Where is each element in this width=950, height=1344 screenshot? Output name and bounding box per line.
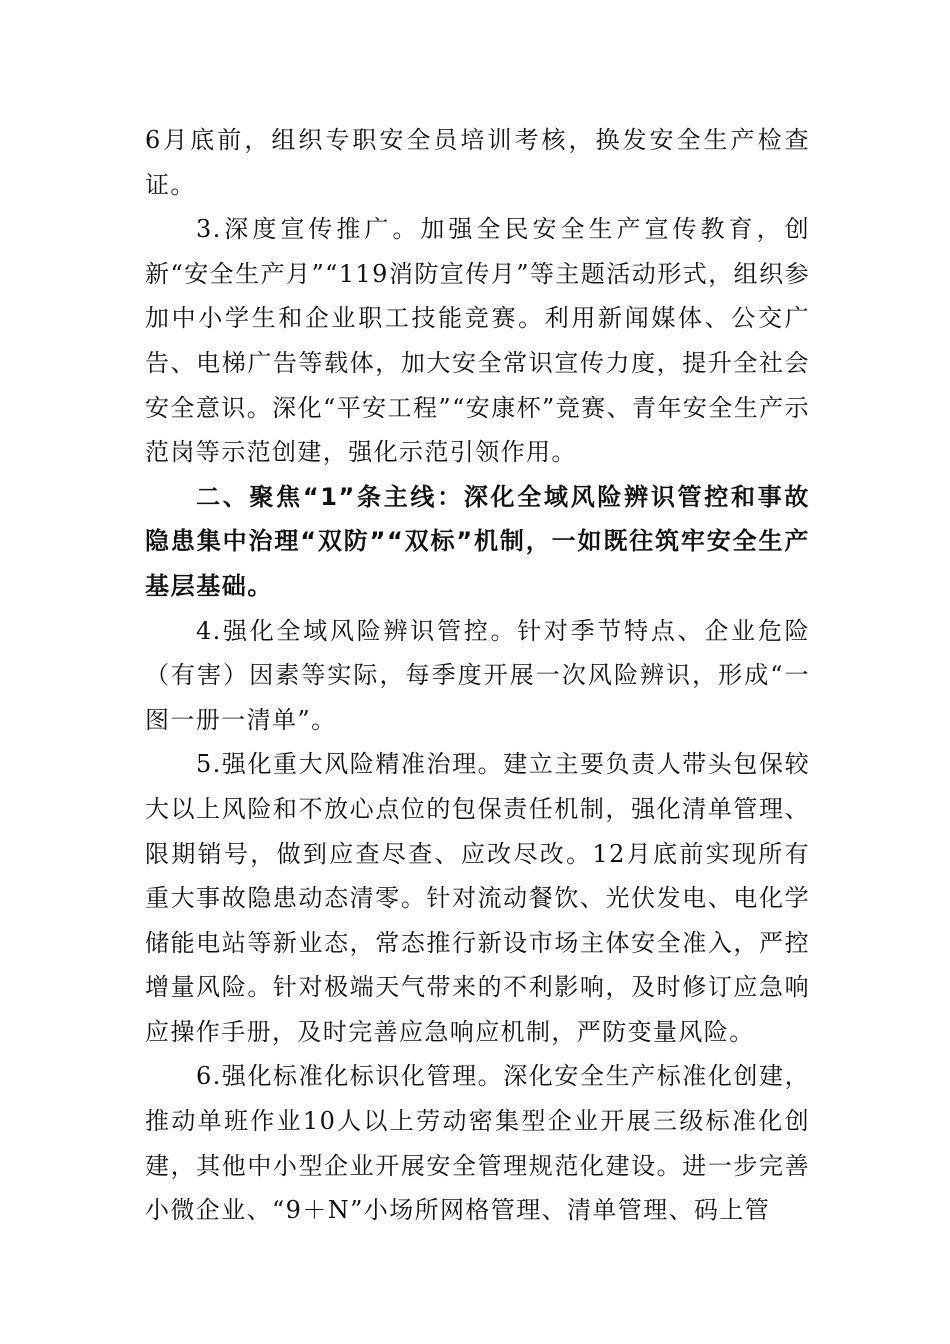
section-heading-2: 二、聚焦“1”条主线：深化全域风险辨识管控和事故隐患集中治理“双防”“双标”机制，一如既往筑牢安全生产基层基础。 — [145, 482, 810, 600]
paragraph-item-4: 4.强化全域风险辨识管控。针对季节特点、企业危险（有害）因素等实际，每季度开展一次风险辨识，形成“一图一册一清单”。 — [145, 616, 810, 734]
paragraph-item-6: 6.强化标准化标识化管理。深化安全生产标准化创建，推动单班作业10人以上劳动密集型企业开展三级标准化创建，其他中小型企业开展安全管理规范化建设。进一步完善小微企业、“9＋N”小场所网格管理、清单管理、码上管 — [145, 1062, 810, 1225]
paragraph-item-5: 5.强化重大风险精准治理。建立主要负责人带头包保较大以上风险和不放心点位的包保责任机制，强化清单管理、限期销号，做到应查尽查、应改尽改。12月底前实现所有重大事故隐患动态清零。针对流动餐饮、光伏发电、电化学储能电站等新业态，常态推行新设市场主体安全准入，严控增量风险。针对极端天气带来的不利影响，及时修订应急响应操作手册，及时完善应急响应机制，严防变量风险。 — [145, 750, 810, 1046]
paragraph-item-3: 3.深度宣传推广。加强全民安全生产宣传教育，创新“安全生产月”“119消防宣传月”等主题活动形式，组织参加中小学生和企业职工技能竞赛。利用新闻媒体、公交广告、电梯广告等载体，加大安全常识宣传力度，提升全社会安全意识。深化“平安工程”“安康杯”竞赛、青年安全生产示范岗等示范创建，强化示范引领作用。 — [145, 215, 810, 467]
paragraph-continuation: 6月底前，组织专职安全员培训考核，换发安全生产检查证。 — [145, 126, 810, 199]
document-body — [145, 118, 810, 1233]
